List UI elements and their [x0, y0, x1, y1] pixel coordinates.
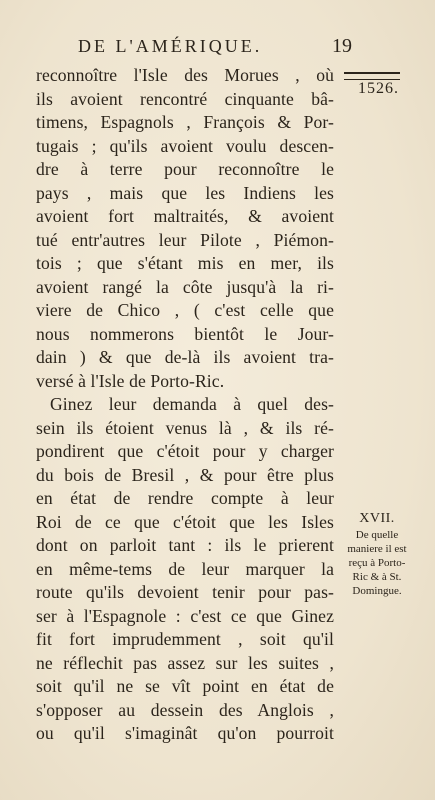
text-line: soit qu'il ne se vît point en état de	[36, 676, 334, 696]
text-line: tué entr'autres leur Pilote , Piémon-	[36, 229, 334, 250]
text-line: route qu'ils devoient tenir pour pas-	[36, 582, 334, 602]
margin-note-line: Domingue.	[352, 585, 402, 597]
text-line: ne réflechit pas assez sur les suites ,	[36, 652, 334, 673]
margin-note-line: maniere il est	[347, 543, 407, 555]
margin-rule	[344, 72, 400, 80]
text-line: fit fort imprudemment , soit qu'il	[36, 629, 334, 649]
text-line: tois ; que s'étant mis en mer, ils	[36, 253, 334, 273]
margin-note-line: De quelle	[355, 529, 399, 541]
margin-year: 1526.	[358, 80, 399, 97]
text-line: dont on parloit tant : ils le prierent	[36, 535, 334, 555]
text-line: ser à l'Espagnole : c'est ce que Ginez	[36, 605, 334, 626]
text-line: timens, Espagnols , François & Por-	[36, 112, 334, 132]
text-line: dain ) & que de-là ils avoient tra-	[36, 347, 334, 367]
text-line: s'opposer au dessein des Anglois ,	[36, 699, 334, 720]
text-line: versé à l'Isle de Porto-Ric.	[36, 370, 225, 391]
margin-note-line: reçu à Porto-	[348, 557, 406, 569]
margin-note-number: XVII.	[359, 511, 395, 526]
text-line: nous nommerons bientôt le Jour-	[36, 323, 334, 344]
text-line: en état de rendre compte à leur	[36, 488, 334, 508]
page-number: 19	[332, 35, 352, 57]
text-line: Roi de ce que c'étoit que les Isles	[36, 511, 334, 532]
body-text	[36, 64, 334, 746]
text-line: Ginez leur demanda à quel des-	[50, 394, 334, 414]
text-line: viere de Chico , ( c'est celle que	[36, 300, 334, 320]
text-line: ils avoient rencontré cinquante bâ-	[36, 88, 334, 109]
running-title: DE L'AMÉRIQUE.	[78, 36, 263, 56]
text-line: sein ils étoient venus là , & ils ré-	[36, 417, 334, 438]
text-line: avoient fort maltraités, & avoient	[36, 206, 334, 226]
text-line: dre à terre pour reconnoître le	[36, 159, 334, 179]
text-line: du bois de Bresil , & pour être plus	[36, 464, 334, 485]
text-line: reconnoître l'Isle des Morues , où	[36, 65, 334, 85]
text-line: en même-tems de leur marquer la	[36, 558, 334, 579]
text-line: pays , mais que les Indiens les	[36, 182, 334, 203]
running-header	[78, 35, 352, 60]
text-line: ou qu'il s'imaginât qu'on pourroit	[36, 723, 334, 743]
text-line: avoient rangé la côte jusqu'à la ri-	[36, 276, 334, 297]
margin-note	[341, 512, 413, 598]
margin-note-line: Ric & à St.	[352, 571, 402, 583]
text-line: tugais ; qu'ils avoient voulu descen-	[36, 135, 334, 156]
text-line: pondirent que c'étoit pour y charger	[36, 441, 334, 461]
